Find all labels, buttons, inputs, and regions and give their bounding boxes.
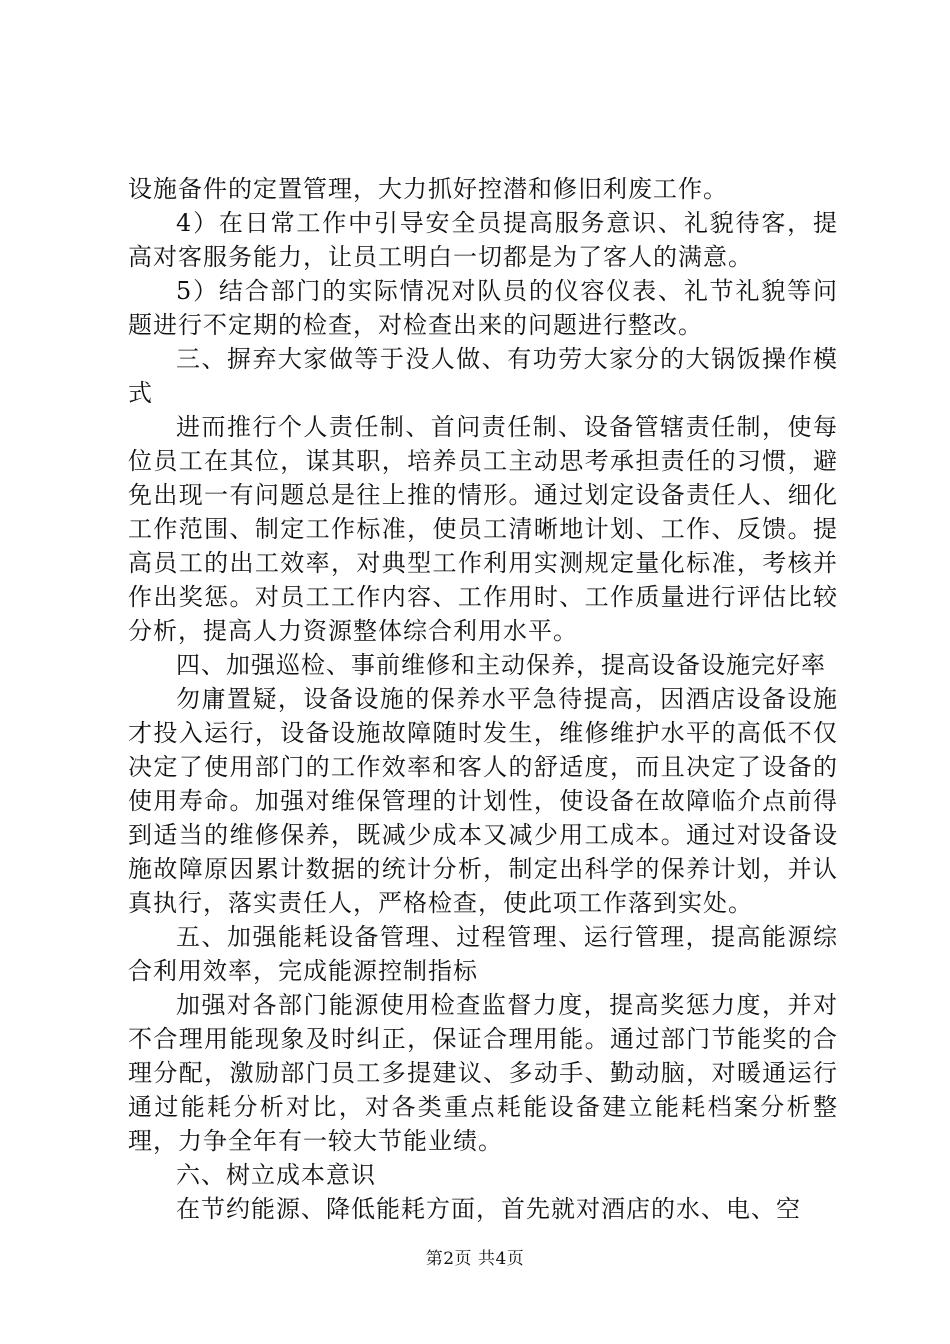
page-footer: [0, 1244, 950, 1269]
paragraph-continued: 设施备件的定置管理，大力抓好控潜和修旧利废工作。: [128, 175, 728, 203]
section-heading-5: 五、加强能耗设备管理、过程管理、运行管理，提高能源综合利用效率，完成能源控制指标: [128, 923, 838, 985]
paragraph-section-3-body: 进而推行个人责任制、首问责任制、设备管辖责任制，使每位员工在其位，谋其职，培养员工主动思考承担责任的习惯，避免出现一有问题总是往上推的情形。通过划定设备责任人、细化工作范围、制定工作标准，使员工清晰地计划、工作、反馈。提高员工的出工效率，对典型工作利用实测规定量化标准，考核并作出奖惩。对员工工作内容、工作用时、工作质量进行评估比较分析，提高人力资源整体综合利用水平。: [128, 413, 838, 645]
page-number-label: 第2页 共4页: [425, 1249, 525, 1269]
paragraph-section-4-body: 勿庸置疑，设备设施的保养水平急待提高，因酒店设备设施才投入运行，设备设施故障随时发生，维修维护水平的高低不仅决定了使用部门的工作效率和客人的舒适度，而且决定了设备的使用寿命。加强对维保管理的计划性，使设备在故障临介点前得到适当的维修保养，既减少成本又减少用工成本。通过对设备设施故障原因累计数据的统计分析，制定出科学的保养计划，并认真执行，落实责任人，严格检查，使此项工作落到实处。: [128, 685, 838, 917]
paragraph-section-5-body: 加强对各部门能源使用检查监督力度，提高奖惩力度，并对不合理用能现象及时纠正，保证合理用能。通过部门节能奖的合理分配，激励部门员工多提建议、多动手、勤动脑，对暖通运行通过能耗分析对比，对各类重点耗能设备建立能耗档案分析整理，力争全年有一较大节能业绩。: [128, 991, 838, 1155]
paragraph-item-4: 4）在日常工作中引导安全员提高服务意识、礼貌待客，提高对客服务能力，让员工明白一切都是为了客人的满意。: [128, 209, 838, 271]
document-body: [128, 172, 838, 1226]
section-heading-6: 六、树立成本意识: [176, 1161, 376, 1189]
section-heading-3: 三、摒弃大家做等于没人做、有功劳大家分的大锅饭操作模式: [128, 345, 838, 407]
section-heading-4: 四、加强巡检、事前维修和主动保养，提高设备设施完好率: [176, 651, 826, 679]
paragraph-item-5: 5）结合部门的实际情况对队员的仪容仪表、礼节礼貌等问题进行不定期的检查，对检查出来的问题进行整改。: [128, 277, 838, 339]
paragraph-section-6-body: 在节约能源、降低能耗方面，首先就对酒店的水、电、空: [176, 1195, 801, 1223]
